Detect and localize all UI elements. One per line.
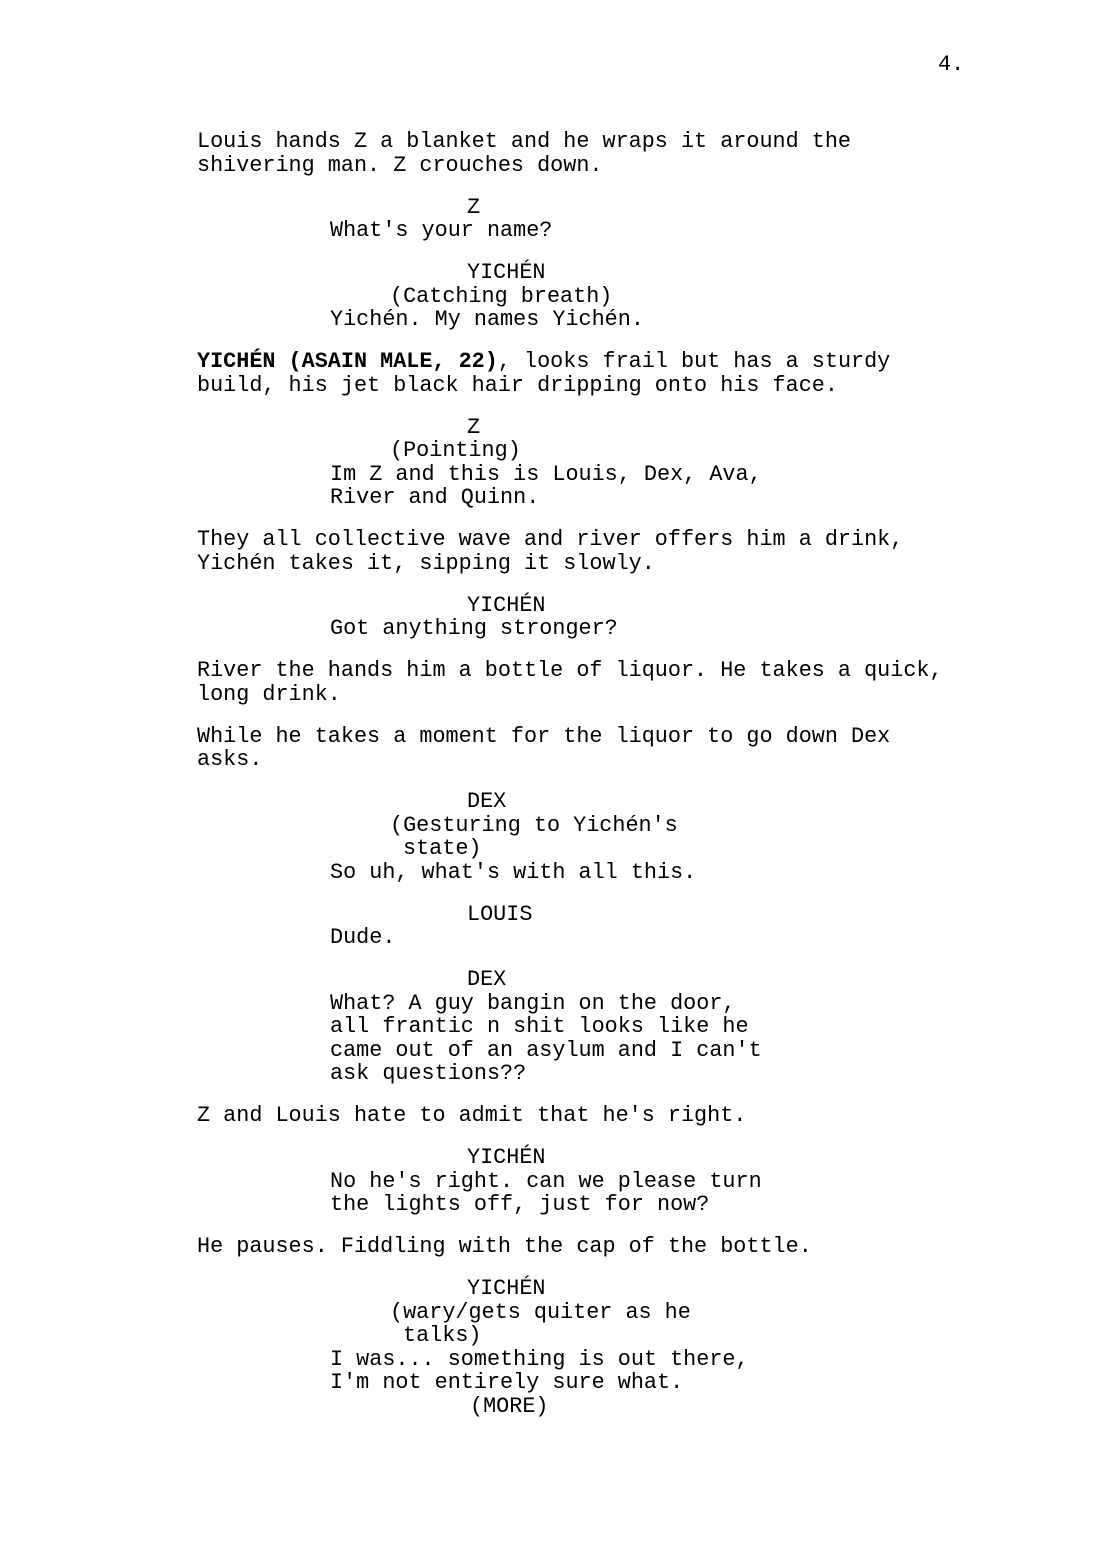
parenthetical: (Pointing) <box>390 438 521 463</box>
dialogue-line: No he's right. can we please turn <box>330 1168 762 1194</box>
parenthetical: (Catching breath) <box>390 283 613 309</box>
page-number: 4. <box>938 52 965 77</box>
parenthetical: (Gesturing to Yichén's <box>390 812 678 838</box>
action-line: He pauses. Fiddling with the cap of the bottle. <box>197 1234 812 1259</box>
dialogue-line: all frantic n shit looks like he <box>330 1014 749 1039</box>
parenthetical-continuation: state) <box>403 836 482 861</box>
dialogue-line: I'm not entirely sure what. <box>330 1370 684 1395</box>
action-block <box>0 725 1100 772</box>
dialogue-line: Yichén. My names Yichén. <box>330 307 644 332</box>
dialogue-block <box>0 790 1100 884</box>
action-line: River the hands him a bottle of liquor. He takes a quick, <box>197 658 943 683</box>
dialogue-block <box>0 968 1100 1086</box>
dialogue-line: the lights off, just for now? <box>330 1192 710 1217</box>
action-line: asks. <box>197 747 263 772</box>
dialogue-line: came out of an asylum and I can't <box>330 1037 762 1063</box>
character-cue: YICHÉN <box>467 260 546 285</box>
action-line: shivering man. Z crouches down. <box>197 152 603 178</box>
dialogue-line: Dude. <box>330 925 396 950</box>
dialogue-line: What? A guy bangin on the door, <box>330 990 736 1016</box>
dialogue-line: Got anything stronger? <box>330 616 618 641</box>
character-cue: Z <box>467 194 481 220</box>
dialogue-line: River and Quinn. <box>330 485 540 510</box>
dialogue-block <box>0 903 1100 950</box>
action-line: They all collective wave and river offers him a drink, <box>197 527 904 552</box>
dialogue-line: ask questions?? <box>330 1061 527 1086</box>
character-cue: YICHÉN <box>467 1276 546 1301</box>
action-line: Z and Louis hate to admit that he's right. <box>197 1103 747 1128</box>
action-block <box>0 659 1100 706</box>
action-line: Yichén takes it, sipping it slowly. <box>197 550 655 576</box>
character-cue: YICHÉN <box>467 1145 546 1170</box>
action-block <box>0 1235 1100 1259</box>
action-block <box>0 1104 1100 1128</box>
action-line: Louis hands Z a blanket and he wraps it around the <box>197 129 852 154</box>
character-cue: DEX <box>467 967 507 992</box>
dialogue-block <box>0 261 1100 332</box>
dialogue-line: Im Z and this is Louis, Dex, Ava, <box>330 461 762 487</box>
dialogue-block <box>0 1146 1100 1217</box>
action-block <box>0 528 1100 575</box>
action-text: , looks frail but has a sturdy <box>497 349 891 374</box>
action-block <box>0 130 1100 177</box>
character-cue: Z <box>467 414 481 440</box>
parenthetical: (wary/gets quiter as he <box>390 1299 691 1325</box>
parenthetical-continuation: talks) <box>403 1323 482 1348</box>
dialogue-block <box>0 196 1100 243</box>
character-cue: YICHÉN <box>467 592 546 618</box>
dialogue-line: So uh, what's with all this. <box>330 859 697 885</box>
action-line: long drink. <box>197 681 341 707</box>
character-cue: LOUIS <box>467 901 533 927</box>
dialogue-line: What's your name? <box>330 218 553 243</box>
character-intro-bold: YICHÉN (ASAIN MALE, 22) <box>197 349 498 374</box>
dialogue-block <box>0 1277 1100 1418</box>
action-line: build, his jet black hair dripping onto his face. <box>197 372 838 398</box>
action-block <box>0 350 1100 397</box>
dialogue-block <box>0 594 1100 641</box>
character-cue: DEX <box>467 789 507 814</box>
action-line: While he takes a moment for the liquor to go down Dex <box>197 723 891 749</box>
more-indicator: (MORE) <box>470 1393 549 1419</box>
dialogue-line: I was... something is out there, <box>330 1346 749 1372</box>
action-line <box>197 350 1100 374</box>
dialogue-block <box>0 416 1100 510</box>
